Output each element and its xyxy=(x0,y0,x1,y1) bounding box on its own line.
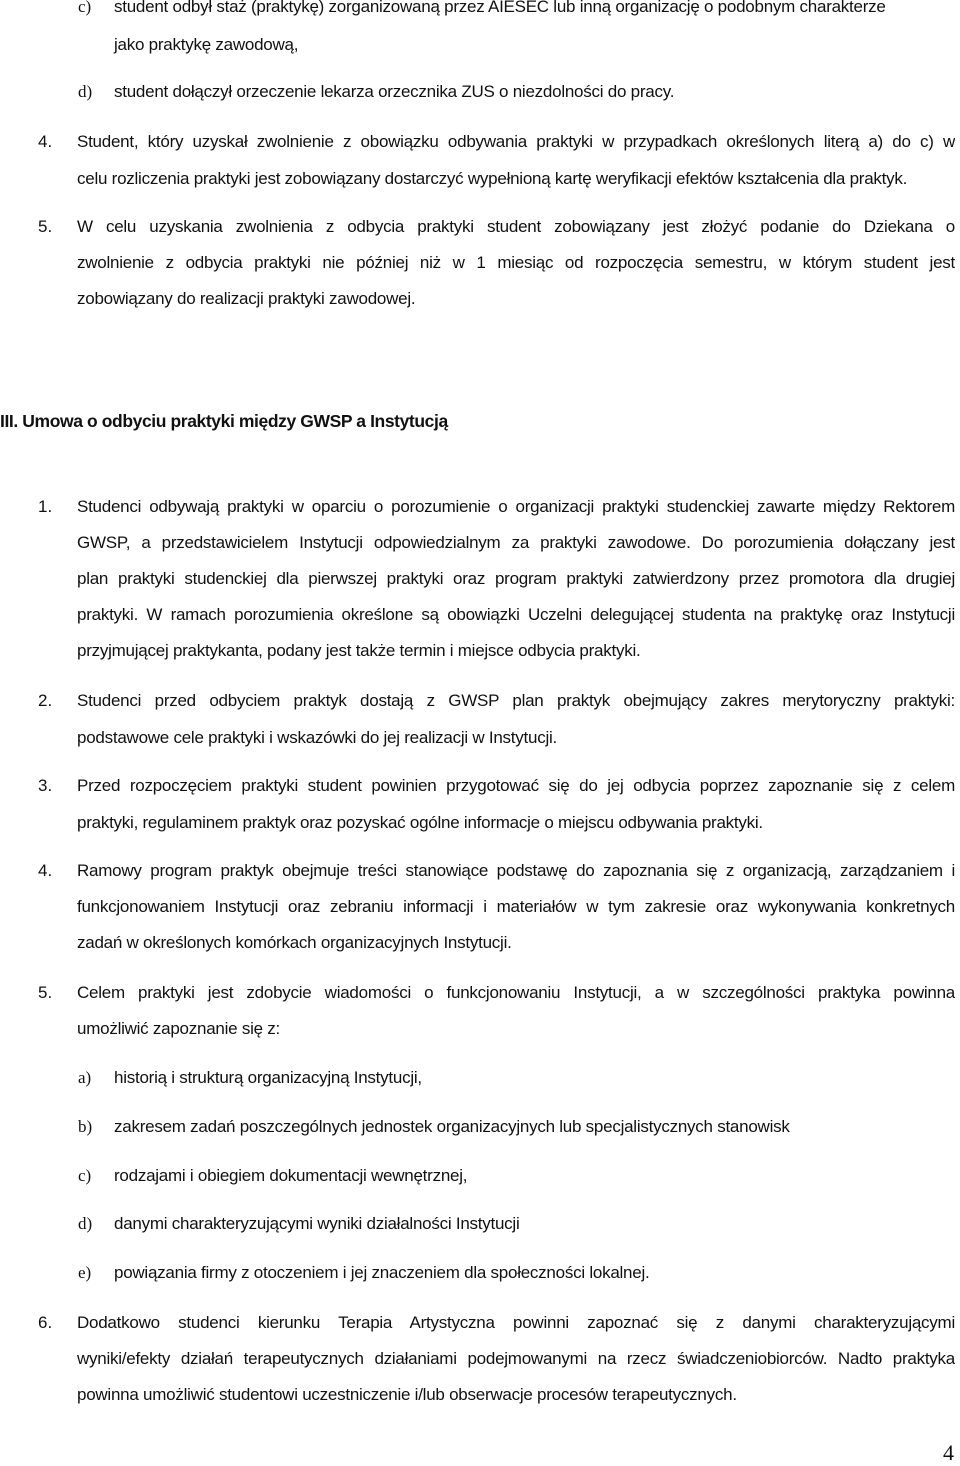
list-marker: e) xyxy=(78,1263,92,1282)
list-marker: a) xyxy=(78,1068,92,1087)
list-item: zakresem zadań poszczególnych jednostek organizacyjnych lub specjalistycznych stanowisk xyxy=(114,1117,790,1136)
point-marker: 5. xyxy=(38,983,53,1002)
list-item-line: student dołączył orzeczenie lekarza orzecznika ZUS o niezdolności do pracy. xyxy=(114,82,675,101)
point-marker: 4. xyxy=(38,861,53,880)
list-marker: c) xyxy=(78,0,92,16)
list-item: historią i strukturą organizacyjną Instytucji, xyxy=(114,1068,422,1087)
paragraph-line: Dodatkowo studenci kierunku Terapia Artystyczna powinni zapoznać się z danymi charakteryzującymi xyxy=(77,1313,955,1332)
page-number: 4 xyxy=(943,1440,954,1465)
section-heading: III. Umowa o odbyciu praktyki między GWSP a Instytucją xyxy=(0,411,448,431)
paragraph-line: praktyki, regulaminem praktyk oraz pozyskać ogólne informacje o miejscu odbywania praktyki. xyxy=(77,813,763,832)
list-item-line: jako praktykę zawodową, xyxy=(114,35,299,54)
paragraph-line: Celem praktyki jest zdobycie wiadomości o funkcjonowaniu Instytucji, a w szczególności praktyka powinna xyxy=(77,983,955,1002)
paragraph-line: powinna umożliwić studentowi uczestniczenie i/lub obserwacje procesów terapeutycznych. xyxy=(77,1385,737,1404)
paragraph-line: zobowiązany do realizacji praktyki zawodowej. xyxy=(77,289,416,308)
paragraph-line: Studenci odbywają praktyki w oparciu o porozumienie o organizacji praktyki studenckiej zawarte między Rektorem xyxy=(77,497,955,516)
paragraph-line: Student, który uzyskał zwolnienie z obowiązku odbywania praktyki w przypadkach określonych literą a) do c) w xyxy=(77,132,955,151)
paragraph-line: GWSP, a przedstawicielem Instytucji odpowiedzialnym za praktyki zawodowe. Do porozumienia dołączany jest xyxy=(77,533,955,552)
paragraph-line: zwolnienie z odbycia praktyki nie później niż w 1 miesiąc od rozpoczęcia semestru, w którym student jest xyxy=(77,253,955,272)
list-marker: b) xyxy=(78,1117,93,1136)
paragraph-line: plan praktyki studenckiej dla pierwszej praktyki oraz program praktyki zatwierdzony przez promotora dla drugiej xyxy=(77,569,955,588)
list-marker: d) xyxy=(78,1214,93,1233)
list-marker: d) xyxy=(78,82,93,101)
point-marker: 5. xyxy=(38,217,53,236)
paragraph-line: wyniki/efekty działań terapeutycznych działaniami podejmowanymi na rzecz świadczeniobiorców. Nadto praktyka xyxy=(77,1349,955,1368)
paragraph-line: W celu uzyskania zwolnienia z odbycia praktyki student zobowiązany jest złożyć podanie do Dziekana o xyxy=(77,217,955,236)
point-marker: 4. xyxy=(38,132,53,151)
list-item: powiązania firmy z otoczeniem i jej znaczeniem dla społeczności lokalnej. xyxy=(114,1263,650,1282)
paragraph-line: Ramowy program praktyk obejmuje treści stanowiące podstawę do zapoznania się z organizacją, zarządzaniem i xyxy=(77,861,955,880)
paragraph-line: zadań w określonych komórkach organizacyjnych Instytucji. xyxy=(77,933,512,952)
paragraph-line: Studenci przed odbyciem praktyk dostają z GWSP plan praktyk obejmujący zakres merytoryczny praktyki: xyxy=(77,691,955,710)
list-marker: c) xyxy=(78,1166,92,1185)
paragraph-line: funkcjonowaniem Instytucji oraz zebraniu informacji i materiałów w tym zakresie oraz wykonywania konkretnych xyxy=(77,897,955,916)
list-item: rodzajami i obiegiem dokumentacji wewnętrznej, xyxy=(114,1166,468,1185)
paragraph-line: Przed rozpoczęciem praktyki student powinien przygotować się do jej odbycia poprzez zapoznanie się z celem xyxy=(77,776,955,795)
paragraph-line: celu rozliczenia praktyki jest zobowiązany dostarczyć wypełnioną kartę weryfikacji efektów kształcenia dla praktyk. xyxy=(77,169,908,188)
point-marker: 2. xyxy=(38,691,53,710)
paragraph-line: umożliwić zapoznanie się z: xyxy=(77,1019,281,1038)
point-marker: 1. xyxy=(38,497,53,516)
paragraph-line: przyjmującej praktykanta, podany jest także termin i miejsce odbycia praktyki. xyxy=(77,641,641,660)
list-item: danymi charakteryzującymi wyniki działalności Instytucji xyxy=(114,1214,520,1233)
point-marker: 6. xyxy=(38,1313,53,1332)
list-item-line: student odbył staż (praktykę) zorganizowaną przez AIESEC lub inną organizację o podobnym charakterze xyxy=(114,0,886,16)
paragraph-line: podstawowe cele praktyki i wskazówki do jej realizacji w Instytucji. xyxy=(77,728,557,747)
paragraph-line: praktyki. W ramach porozumienia określone są obowiązki Uczelni delegującej studenta na praktykę oraz Instytucji xyxy=(77,605,955,624)
point-marker: 3. xyxy=(38,776,53,795)
